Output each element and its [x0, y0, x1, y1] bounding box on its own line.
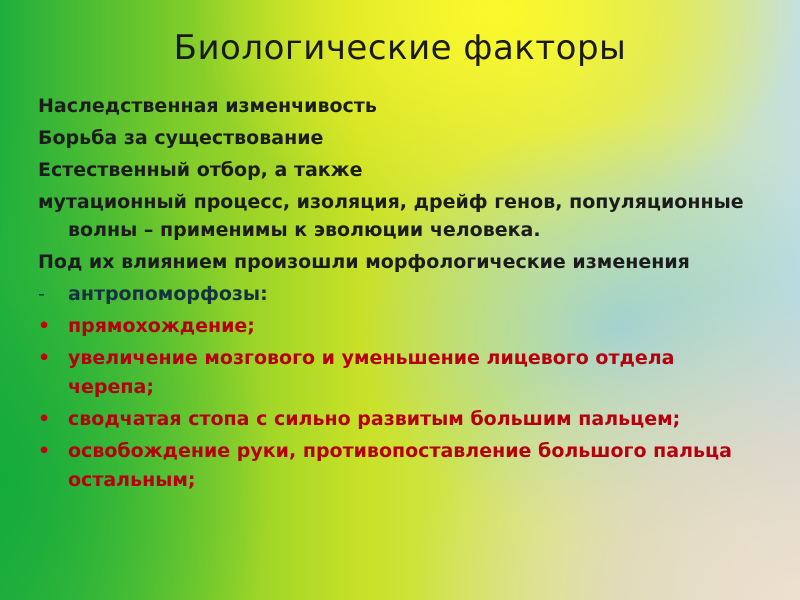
bullet-item — [38, 437, 758, 495]
paragraph-heredity: Наследственная изменчивость — [38, 95, 377, 117]
dash-marker: - — [38, 283, 45, 305]
subheading-text: антропоморфозы: — [68, 283, 268, 305]
bullet-item — [38, 312, 758, 341]
paragraph-struggle: Борьба за существование — [38, 127, 324, 149]
slide-content — [38, 92, 758, 498]
paragraph-selection: Естественный отбор, а также — [38, 159, 363, 181]
bullet-icon: • — [38, 347, 51, 369]
bullet-item — [38, 344, 758, 402]
bullet-text: увеличение мозгового и уменьшение лицевого отдела черепа; — [68, 347, 675, 398]
paragraph-morphology: Под их влиянием произошли морфологические изменения — [38, 251, 690, 273]
bullet-icon: • — [38, 408, 51, 430]
bullet-item — [38, 405, 758, 434]
bullet-icon: • — [38, 440, 51, 462]
paragraph-mutation: мутационный процесс, изоляция, дрейф генов, популяционные волны – применимы к эволюции человека. — [38, 191, 744, 241]
bullet-text: освобождение руки, противопоставление большого пальца остальным; — [68, 440, 732, 491]
bullet-text: прямохождение; — [68, 315, 255, 337]
bullet-text: сводчатая стопа с сильно развитым большим пальцем; — [68, 408, 681, 430]
bullet-icon: • — [38, 315, 51, 337]
subheading-anthropomorphoses — [38, 280, 758, 309]
slide-title: Биологические факторы — [173, 28, 627, 68]
